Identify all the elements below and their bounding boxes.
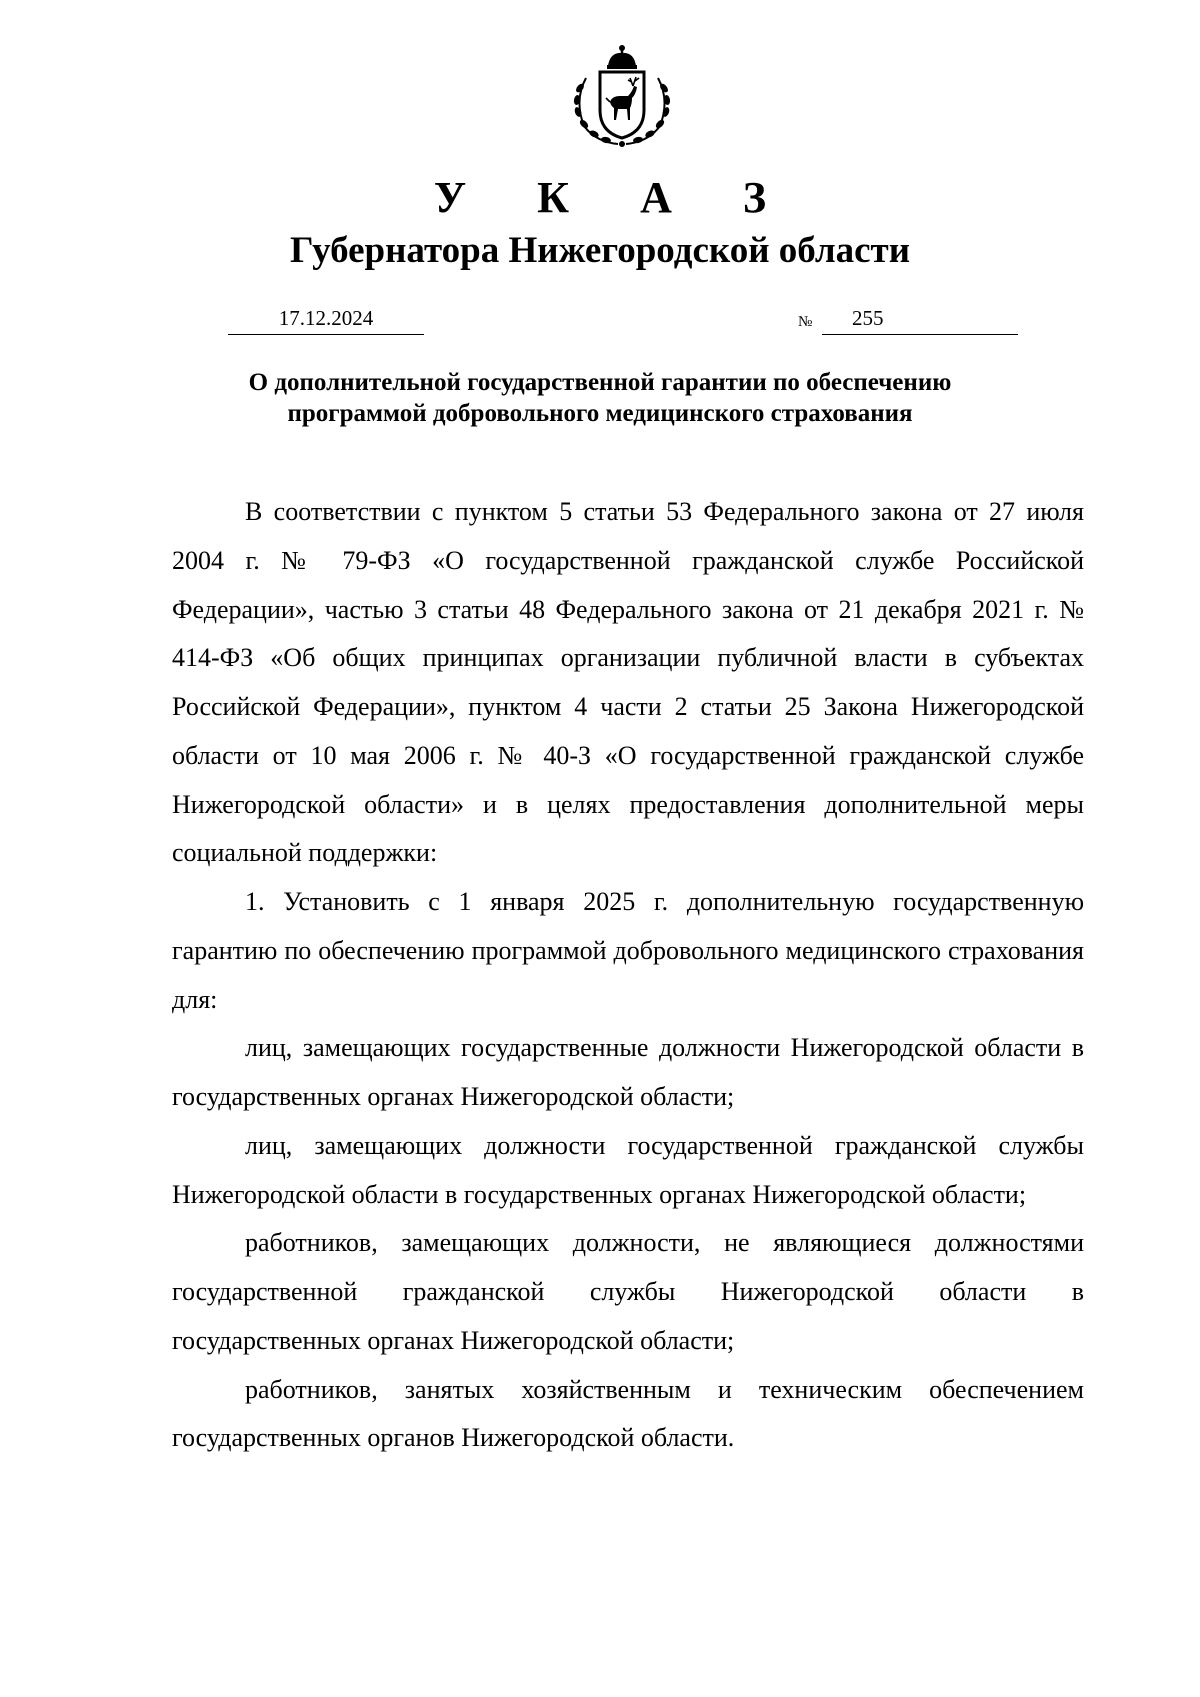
body-paragraph: 1. Установить с 1 января 2025 г. дополнительную государственную гарантию по обеспечению программой добровольного медицинского страхования для: xyxy=(172,887,1084,1014)
number-sign-label: № xyxy=(798,314,813,330)
subject-line: О дополнительной государственной гарантии по обеспечению xyxy=(248,369,952,396)
body-paragraph: лиц, замещающих государственные должности Нижегородской области в государственных органах Нижегородской области; xyxy=(172,1033,1084,1111)
document-number-field xyxy=(822,304,1018,335)
document-body xyxy=(172,488,1084,1463)
document-date: 17.12.2024 xyxy=(228,304,424,335)
body-paragraph: работников, замещающих должности, не являющиеся должностями государственной гражданской службы Нижегородской области в государственных органах Нижегородской области; xyxy=(172,1228,1084,1355)
body-paragraph: В соответствии с пунктом 5 статьи 53 Федерального закона от 27 июля 2004 г. № 79-ФЗ «О государственной гражданской службе Российской Федерации», частью 3 статьи 48 Федерального закона от 21 декабря 2021 г. № 414-ФЗ «Об общих принципах организации публичной власти в субъектах Российской Федерации», пунктом 4 части 2 статьи 25 Закона Нижегородской области от 10 мая 2006 г. № 40-З «О государственной гражданской службе Нижегородской области» и в целях предоставления дополнительной меры социальной поддержки: xyxy=(172,497,1084,868)
document-subject xyxy=(120,367,1080,429)
document-type-title: У К А З xyxy=(433,173,797,222)
issuer-title: Губернатора Нижегородской области xyxy=(289,230,911,271)
body-paragraph: работников, занятых хозяйственным и техническим обеспечением государственных органов Нижегородской области. xyxy=(172,1374,1084,1453)
subject-line: программой добровольного медицинского страхования xyxy=(287,400,913,427)
body-paragraph: лиц, замещающих должности государственной гражданской службы Нижегородской области в государственных органах Нижегородской области; xyxy=(172,1130,1084,1209)
document-number: 255 xyxy=(852,306,884,330)
nizhny-novgorod-coat-of-arms-icon xyxy=(566,40,678,150)
